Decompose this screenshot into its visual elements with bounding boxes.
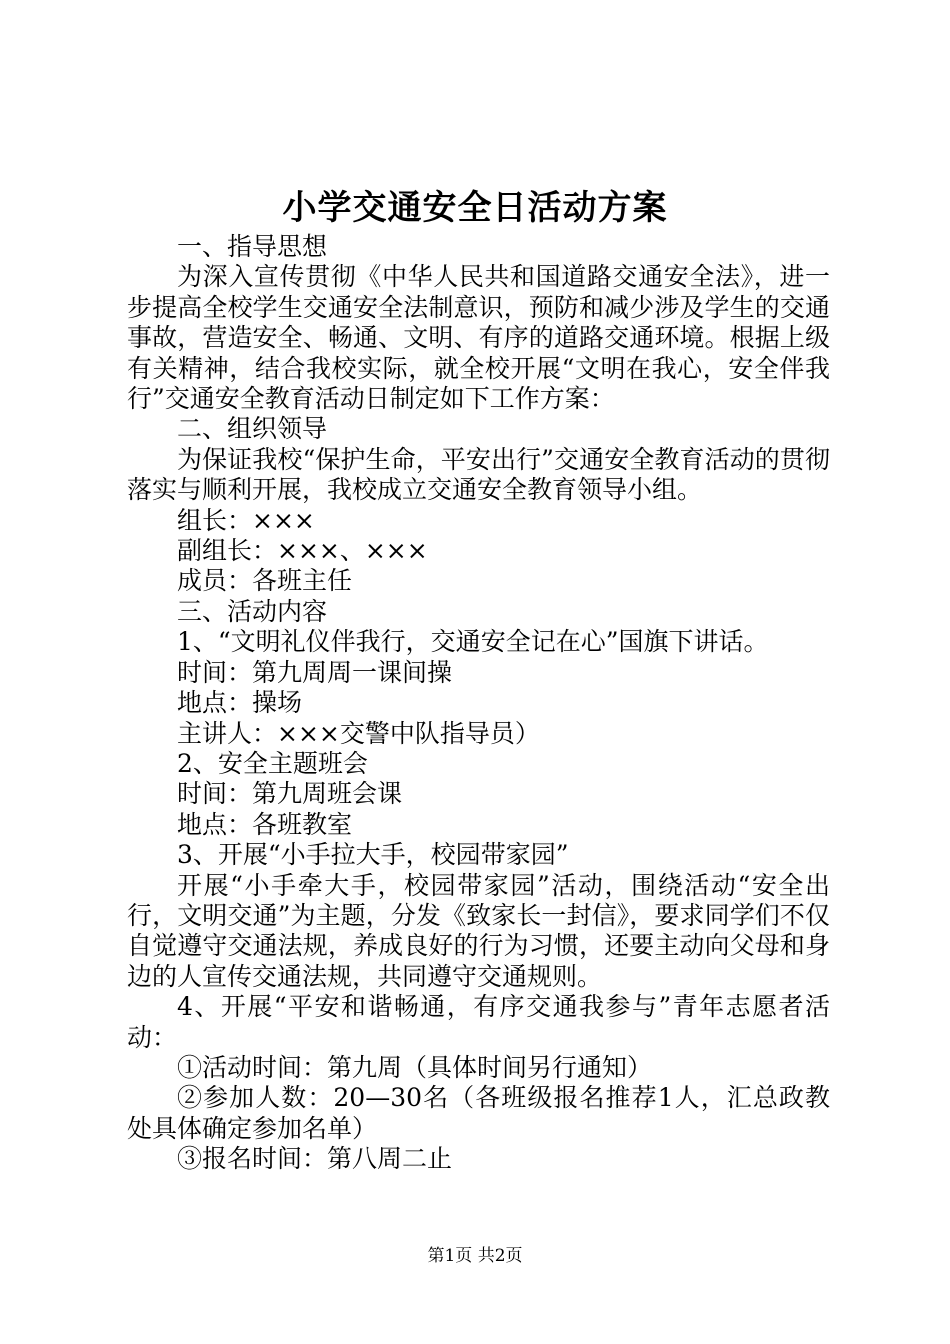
page-footer: 第1页 共2页 <box>427 1246 523 1266</box>
paragraph: 2、安全主题班会 <box>177 748 368 778</box>
paragraph: 主讲人：×××交警中队指导员） <box>177 718 540 748</box>
paragraph: 为深入宣传贯彻《中华人民共和国道路交通安全法》，进一步提高全校学生交通安全法制意识，预防和减少涉及学生的交通事故，营造安全、畅通、文明、有序的道路交通环境。根据上级有关精神，结合我校实际，就全校开展“文明在我心，安全伴我行”交通安全教育活动日制定如下工作方案： <box>127 262 830 414</box>
paragraph: 组长：××× <box>177 505 315 535</box>
paragraph: ③报名时间：第八周二止 <box>177 1144 453 1174</box>
paragraph: ①活动时间：第九周（具体时间另行通知） <box>177 1052 653 1082</box>
document-body <box>127 232 830 1175</box>
section-heading: 二、组织领导 <box>177 414 328 444</box>
paragraph: 开展“小手牵大手，校园带家园”活动，围绕活动“安全出行，文明交通”为主题，分发《致家长一封信》，要求同学们不仅自觉遵守交通法规，养成良好的行为习惯，还要主动向父母和身边的人宣传交通法规，共同遵守交通规则。 <box>127 870 830 991</box>
paragraph: 为保证我校“保护生命，平安出行”交通安全教育活动的贯彻落实与顺利开展，我校成立交通安全教育领导小组。 <box>127 444 830 505</box>
section-heading: 一、指导思想 <box>177 232 328 261</box>
paragraph: 时间：第九周周一课间操 <box>177 657 453 687</box>
paragraph: 地点：操场 <box>177 688 303 718</box>
paragraph: 3、开展“小手拉大手，校园带家园” <box>177 840 569 870</box>
paragraph: 4、开展“平安和谐畅通，有序交通我参与”青年志愿者活动： <box>127 992 830 1052</box>
paragraph: 副组长：×××、××× <box>177 536 428 566</box>
paragraph: 成员：各班主任 <box>177 566 353 596</box>
paragraph: 地点：各班教室 <box>177 809 353 839</box>
page-title: 小学交通安全日活动方案 <box>282 188 668 228</box>
paragraph: 时间：第九周班会课 <box>177 779 403 809</box>
section-heading: 三、活动内容 <box>177 596 328 626</box>
paragraph: 1、“文明礼仪伴我行，交通安全记在心”国旗下讲话。 <box>177 627 769 657</box>
paragraph: ②参加人数：20—30名（各班级报名推荐1人，汇总政教处具体确定参加名单） <box>127 1083 830 1143</box>
